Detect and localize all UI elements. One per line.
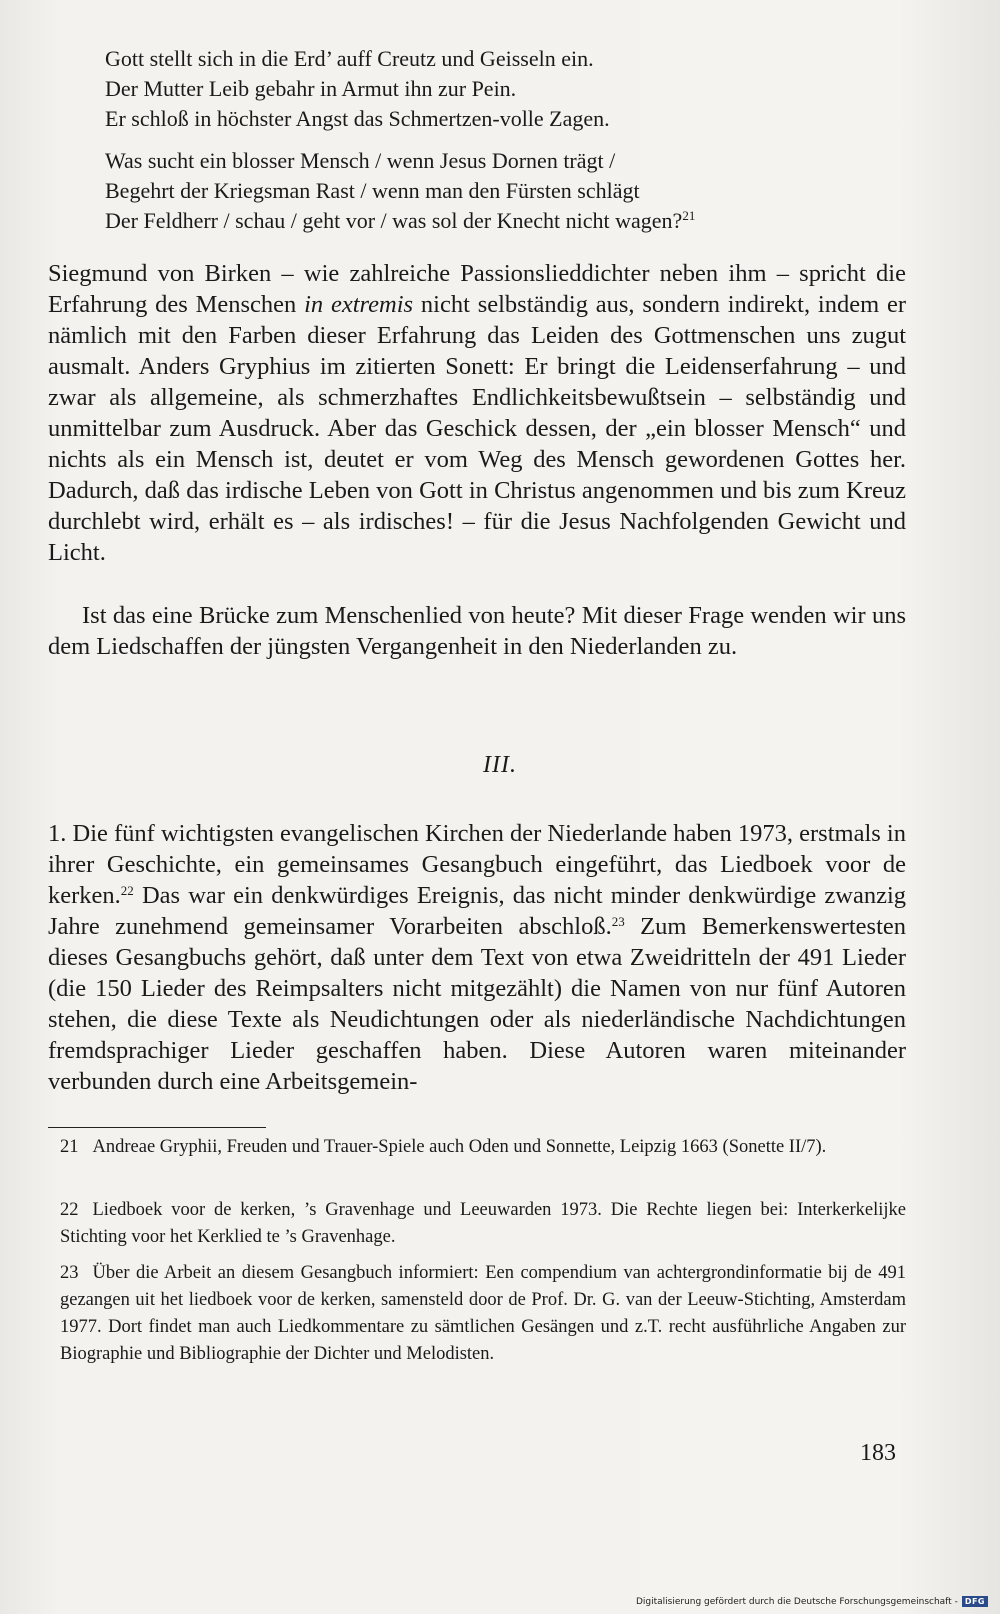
paragraph-text: 1. Die fünf wichtigsten evangelischen Kirchen der Niederlande haben 1973, erstmals in ihrer Geschichte, ein gemeinsames Gesangbuch eingeführt, das Liedboek voor de kerken. [48,820,906,909]
poem-line: Gott stellt sich in die Erd’ auff Creutz und Geisseln ein. [105,46,594,71]
footnote-ref-21: 21 [682,208,696,223]
page-number: 183 [860,1440,896,1466]
poem-line: Er schloß in höchster Angst das Schmertzen-volle Zagen. [105,106,610,131]
poem-line: Begehrt der Kriegsman Rast / wenn man den Fürsten schlägt [105,178,640,203]
paragraph-text: Das war ein denkwürdiges Ereignis, das nicht minder denkwürdige zwanzig Jahre zunehmend gemeinsamer Vorarbeiten abschloß. [48,882,906,940]
footnote-number: 23 [60,1263,79,1283]
footnote-23 [60,1260,906,1368]
footnote-text: Andreae Gryphii, Freuden und Trauer-Spiele auch Oden und Sonnette, Leipzig 1663 (Sonette II/7). [92,1137,827,1157]
footer-text: Digitalisierung gefördert durch die Deutsche Forschungsgemeinschaft - [635,1596,958,1607]
digitization-footer [636,1596,988,1607]
poem-line [105,206,925,236]
poem-stanza-2 [105,146,925,236]
footnote-number: 22 [60,1200,79,1220]
poem-stanza-1 [105,44,925,134]
footnote-22 [60,1197,906,1251]
footnote-ref-22: 22 [120,883,134,898]
paragraph-text: nicht selbständig aus, sondern indirekt, indem er nämlich mit den Farben dieser Erfahrung das Leiden des Gottmenschen uns zugut ausmalt. Anders Gryphius im zitierten Sonett: Er bringt die Leidenserfahrung – und zwar als allgemeine, als schmerzhaftes Endlichkeitsbewußtsein – selbständig und unmittelbar zum Ausdruck. Aber das Geschick dessen, der „ein blosser Mensch“ und nichts als ein Mensch ist, deutet er vom Weg des Mensch gewordenen Gottes her. Dadurch, daß das irdische Leben von Gott in Christus angenommen und bis zum Kreuz durchlebt wird, erhält es – als irdisches! – für die Jesus Nachfolgenden Gewicht und Licht. [48,291,906,566]
italic-phrase: in extremis [304,291,414,318]
paragraph-birken [48,258,906,568]
poem-line-text: Der Feldherr / schau / geht vor / was sol der Knecht nicht wagen? [105,208,683,233]
paragraph-bridge-question: Ist das eine Brücke zum Menschenlied von heute? Mit dieser Frage wenden wir uns dem Liedschaffen der jüngsten Vergangenheit in den Niederlanden zu. [48,602,906,660]
footnote-text: Über die Arbeit an diesem Gesangbuch informiert: Een compendium van achtergrondinformatie bij de 491 gezangen uit het liedboek voor de kerken, samensteld door de Prof. Dr. G. van der Leeuw-Stichting, Amsterdam 1977. Dort findet man auch Liedkommentare zu sämtlichen Gesängen und z.T. recht ausführliche Angaben zur Biographie und Bibliographie der Dichter und Melodisten. [60,1263,906,1364]
paragraph-liedboek [48,818,906,1097]
poem-quotation [105,44,925,236]
footnote-separator [48,1127,266,1128]
footnote-ref-23: 23 [611,914,625,929]
paragraph-text: Zum Bemerkenswertesten dieses Gesangbuchs gehört, daß unter dem Text von etwa Zweidritteln der 491 Lieder (die 150 Lieder des Reimpsalters nicht mitgezählt) die Namen von nur fünf Autoren stehen, die diese Texte als Neudichtungen oder als niederländische Nachdichtungen fremdsprachiger Lieder geschaffen haben. Diese Autoren waren miteinander verbunden durch eine Arbeitsgemein- [48,913,907,1095]
dfg-logo-icon: DFG [962,1596,988,1607]
section-heading: III. [483,752,517,778]
footnote-21 [60,1134,906,1161]
paragraph-text: Siegmund von Birken – wie zahlreiche Passionslieddichter neben ihm – spricht die Erfahrung des Menschen [48,260,906,318]
footnote-text: Liedboek voor de kerken, ’s Gravenhage und Leeuwarden 1973. Die Rechte liegen bei: Interkerkelijke Stichting voor het Kerklied te ’s Gravenhage. [60,1200,906,1247]
poem-line: Was sucht ein blosser Mensch / wenn Jesus Dornen trägt / [105,148,616,173]
footnote-number: 21 [60,1137,79,1157]
poem-line: Der Mutter Leib gebahr in Armut ihn zur Pein. [105,76,517,101]
